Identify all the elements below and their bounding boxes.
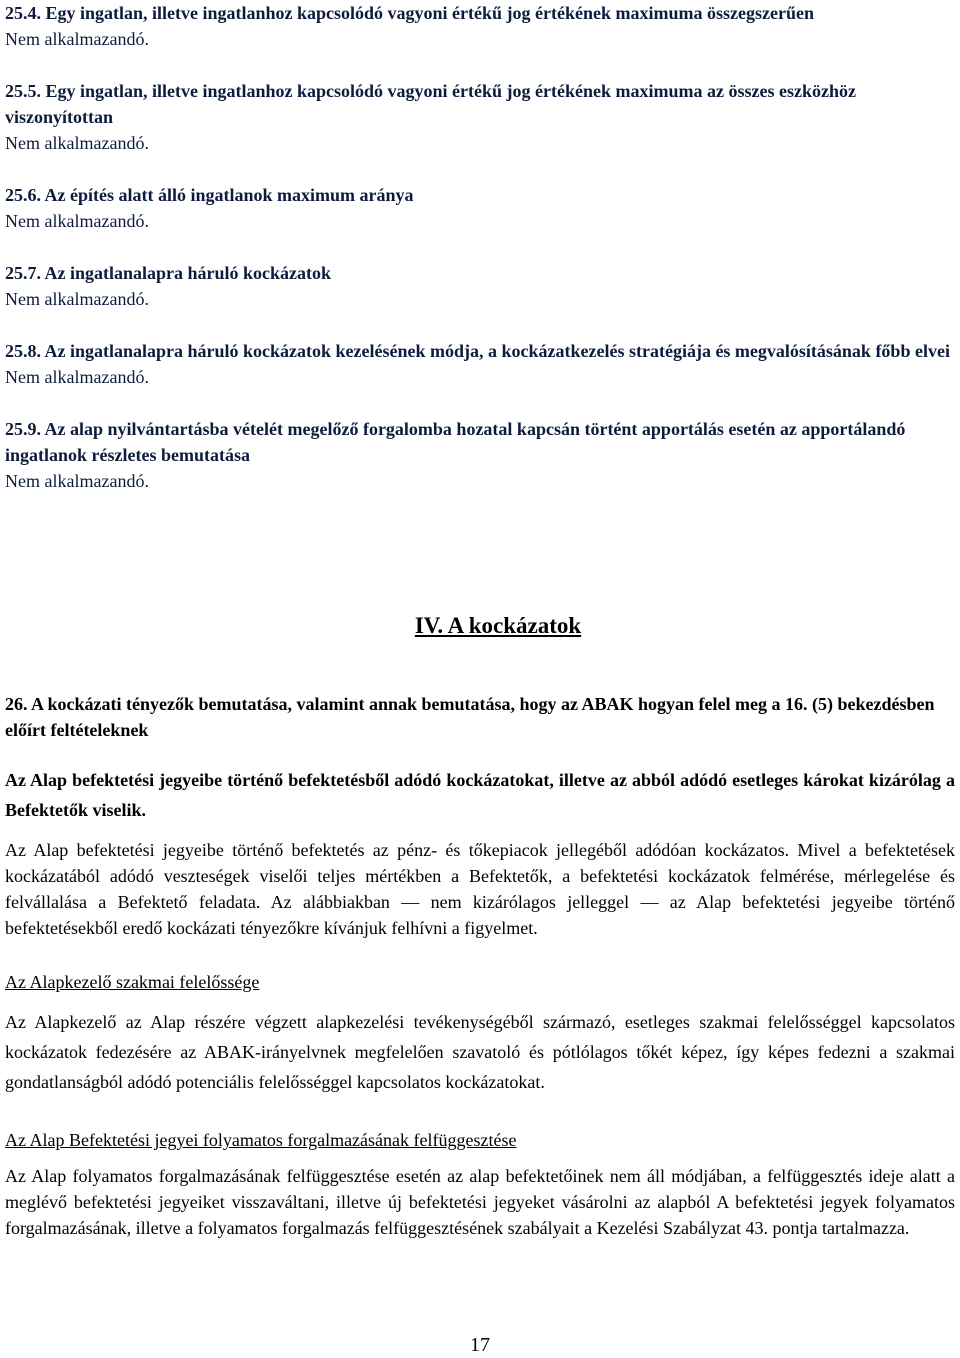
section-25-8 <box>5 338 955 390</box>
subsection-heading-suspension: Az Alap Befektetési jegyei folyamatos forgalmazásának felfüggesztése <box>5 1130 517 1150</box>
subsection-heading-professional-liability: Az Alapkezelő szakmai felelőssége <box>5 972 260 992</box>
bold-paragraph: Az Alap befektetési jegyeibe történő befektetésből adódó kockázatokat, illetve az abból adódó esetleges károkat kizárólag a Befektetők viselik. <box>5 770 955 820</box>
document-page <box>5 0 957 1358</box>
section-title: 25.6. Az építés alatt álló ingatlanok maximum aránya <box>5 185 414 205</box>
sections-block <box>5 0 955 520</box>
section-title: 25.9. Az alap nyilvántartásba vételét megelőző forgalomba hozatal kapcsán történt apportálás esetén az apportálandó ingatlanok részletes bemutatása <box>5 419 906 465</box>
chapter-block <box>5 612 955 640</box>
section-title: 25.5. Egy ingatlan, illetve ingatlanhoz kapcsolódó vagyoni értékű jog értékének maximuma az összes eszközhöz viszonyítottan <box>5 81 856 127</box>
section-title: 25.8. Az ingatlanalapra háruló kockázatok kezelésének módja, a kockázatkezelés stratégiája és megvalósításának főbb elvei <box>5 341 950 361</box>
subsection-text-professional-liability: Az Alapkezelő az Alap részére végzett alapkezelési tevékenységéből származó, esetleges szakmai felelősséggel kapcsolatos kockázatok fedezésére az ABAK-irányelvnek megfelelően szavatoló és pótlólagos tőkét képez, így képes fedezni a szakmai gondatlanságból adódó potenciális felelősséggel kapcsolatos kockázatokat. <box>5 1012 955 1092</box>
section-value: Nem alkalmazandó. <box>5 367 149 387</box>
risk-section <box>5 691 955 1241</box>
section-25-4 <box>5 0 955 52</box>
section-value: Nem alkalmazandó. <box>5 211 149 231</box>
section-title: 25.7. Az ingatlanalapra háruló kockázatok <box>5 263 332 283</box>
chapter-title: IV. A kockázatok <box>414 613 582 638</box>
section-25-5 <box>5 78 955 156</box>
question-heading: 26. A kockázati tényezők bemutatása, valamint annak bemutatása, hogy az ABAK hogyan felel meg a 16. (5) bekezdésben előírt feltételeknek <box>5 694 935 740</box>
section-25-9 <box>5 416 955 494</box>
section-25-7 <box>5 260 955 312</box>
section-title: 25.4. Egy ingatlan, illetve ingatlanhoz kapcsolódó vagyoni értékű jog értékének maximuma összegszerűen <box>5 3 814 23</box>
section-25-6 <box>5 182 955 234</box>
subsection-text-suspension: Az Alap folyamatos forgalmazásának felfüggesztése esetén az alap befektetőinek nem áll módjában, a felfüggesztés ideje alatt a meglévő befektetési jegyeiket visszaváltani, illetve új befektetési jegyeket vásárolni az alapból A befektetési jegyek folyamatos forgalmazásának, illetve a folyamatos forgalmazás felfüggesztésének szabályait a Kezelési Szabályzat 43. pontja tartalmazza. <box>5 1166 955 1238</box>
section-value: Nem alkalmazandó. <box>5 29 149 49</box>
section-value: Nem alkalmazandó. <box>5 471 149 491</box>
page-number: 17 <box>470 1334 490 1356</box>
section-value: Nem alkalmazandó. <box>5 133 149 153</box>
intro-paragraph: Az Alap befektetési jegyeibe történő befektetés az pénz- és tőkepiacok jellegéből adódóan kockázatos. Mivel a befektetések kockázatából adódó veszteségek viselői teljes mértékben a Befektetők, a befektetési kockázatok felmérése, mérlegelése és felvállalása a Befektető feladata. Az alábbiakban — nem kizárólagos jelleggel — az Alap befektetési jegyeibe történő befektetésekből eredő kockázati tényezőkre kívánjuk felhívni a figyelmet. <box>5 840 955 938</box>
section-value: Nem alkalmazandó. <box>5 289 149 309</box>
